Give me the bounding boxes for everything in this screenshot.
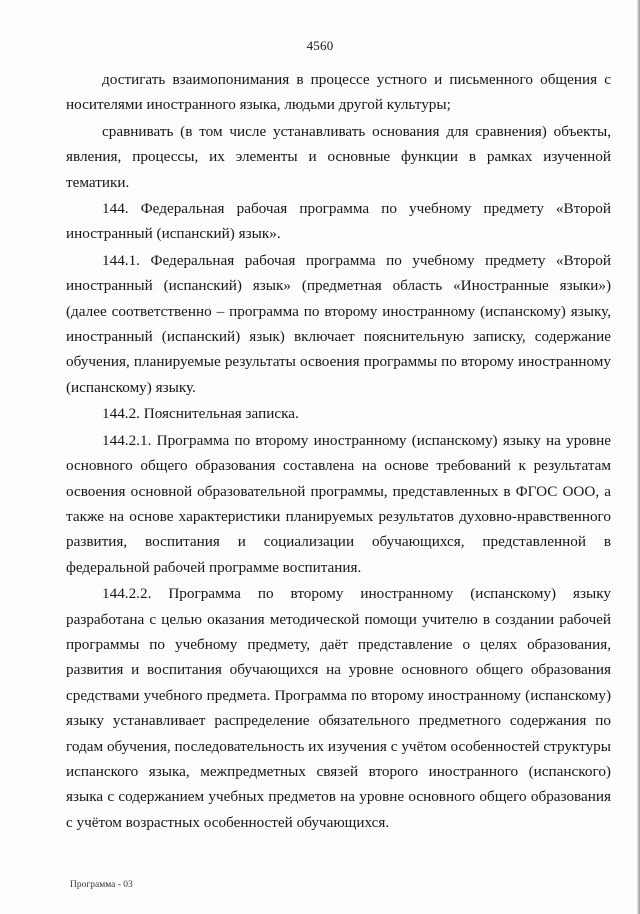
footer-label: Программа - 03	[70, 880, 133, 890]
paragraph: 144.2. Пояснительная записка.	[102, 405, 299, 423]
paragraph: достигать взаимопонимания в процессе устного и письменного общения с носителями иностранного языка, людьми другой культуры;	[66, 71, 611, 114]
paragraph: сравнивать (в том числе устанавливать основания для сравнения) объекты, явления, процессы, их элементы и основные функции в рамках изученной тематики.	[66, 122, 611, 191]
page-number: 4560	[306, 38, 334, 53]
paragraph: 144.2.1. Программа по второму иностранному (испанскому) языку на уровне основного общего образования составлена на основе требований к результатам освоения основной образовательной программы, представленных в ФГОС ООО, а также на основе характеристики планируемых результатов духовно-нравственного развития, воспитания и социализации обучающихся, представленной в федеральной рабочей программе воспитания.	[66, 431, 611, 576]
paragraph: 144. Федеральная рабочая программа по учебному предмету «Второй иностранный (испанский) язык».	[66, 200, 611, 243]
paragraph: 144.2.2. Программа по второму иностранному (испанскому) языку разработана с целью оказания методической помощи учителю в создании рабочей программы по учебному предмету, даёт представление о целях образования, развития и воспитания обучающихся на уровне основного общего образования средствами учебного предмета. Программа по второму иностранному (испанскому) языку устанавливает распределение обязательного предметного содержания по годам обучения, последовательность их изучения с учётом особенностей структуры испанского языка, межпредметных связей второго иностранного (испанского) языка с содержанием учебных предметов на уровне основного общего образования с учётом возрастных особенностей обучающихся.	[66, 585, 611, 831]
document-body	[66, 67, 611, 835]
paragraph: 144.1. Федеральная рабочая программа по учебному предмету «Второй иностранный (испанский) язык» (предметная область «Иностранные языки») (далее соответственно – программа по второму иностранному (испанскому) языку, иностранный (испанский) язык) включает пояснительную записку, содержание обучения, планируемые результаты освоения программы по второму иностранному (испанскому) языку.	[66, 251, 611, 396]
